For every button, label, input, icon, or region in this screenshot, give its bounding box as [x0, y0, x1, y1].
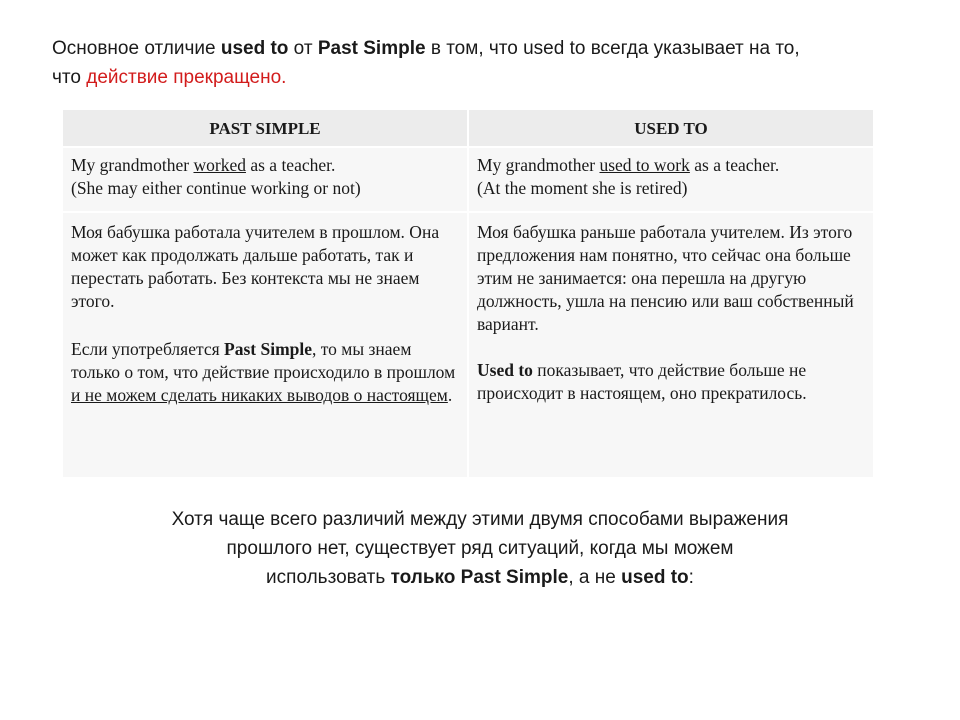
intro-used-to: used to [220, 38, 289, 59]
example-prefix: My grandmother [477, 155, 600, 175]
outro-line3-suffix: : [688, 567, 694, 588]
explanation-text: Если употребляется [71, 339, 225, 359]
outro-line3-prefix: использовать [266, 567, 391, 588]
explanation-paragraph: Моя бабушка раньше работала учителем. Из этого предложения нам понятно, что сейчас она больше этим не занимается: она перешла на другую должность, ушла на пенсию или ваш собственный вариант. [477, 222, 854, 334]
intro-part3: в том, что used to всегда указывает на то, [425, 38, 800, 59]
table-header-row [63, 110, 873, 147]
explanation-bold: Past Simple [224, 339, 313, 359]
table-row [63, 147, 873, 212]
explanation-underlined: и не можем сделать никаких выводов о настоящем [71, 385, 448, 405]
intro-highlight: действие прекращено. [86, 67, 287, 88]
example-suffix: as a teacher. [245, 155, 336, 175]
intro-part4: что [52, 67, 87, 88]
intro-past-simple: Past Simple [317, 38, 426, 59]
explanation-paragraph: Моя бабушка работала учителем в прошлом. Она может как продолжать дальше работать, так и перестать работать. Без контекста мы не знаем этого. [71, 222, 440, 311]
table-row [63, 212, 873, 477]
comparison-table [63, 110, 873, 477]
intro-text [52, 34, 912, 92]
outro-line1: Хотя чаще всего различий между этими двумя способами выражения [171, 509, 789, 530]
explanation-used-to [468, 212, 873, 477]
example-suffix: as a teacher. [689, 155, 780, 175]
explanation-past-simple [63, 212, 468, 477]
explanation-paragraph [71, 338, 461, 407]
header-used-to: USED TO [468, 110, 873, 147]
example-prefix: My grandmother [71, 155, 194, 175]
explanation-text: , то мы знаем только о том, что действие происходило в прошлом [71, 339, 456, 382]
intro-part2: от [288, 38, 318, 59]
header-past-simple: PAST SIMPLE [63, 110, 468, 147]
outro-text [100, 505, 860, 592]
intro-part1: Основное отличие [52, 38, 221, 59]
explanation-bold: Used to [477, 360, 533, 380]
example-past-simple [63, 147, 468, 212]
explanation-paragraph [477, 359, 867, 405]
example-note: (At the moment she is retired) [477, 178, 688, 198]
outro-line3-mid: , а не [568, 567, 622, 588]
example-verb: used to work [599, 155, 690, 175]
explanation-text: показывает, что действие больше не происходит в настоящем, оно прекратилось. [477, 360, 807, 403]
example-verb: worked [193, 155, 246, 175]
example-used-to [468, 147, 873, 212]
outro-bold-used-to: used to [621, 567, 689, 588]
explanation-text: . [447, 385, 453, 405]
example-note: (She may either continue working or not) [71, 178, 361, 198]
outro-bold-past-simple: только Past Simple [390, 567, 569, 588]
outro-line2: прошлого нет, существует ряд ситуаций, когда мы можем [226, 538, 734, 559]
